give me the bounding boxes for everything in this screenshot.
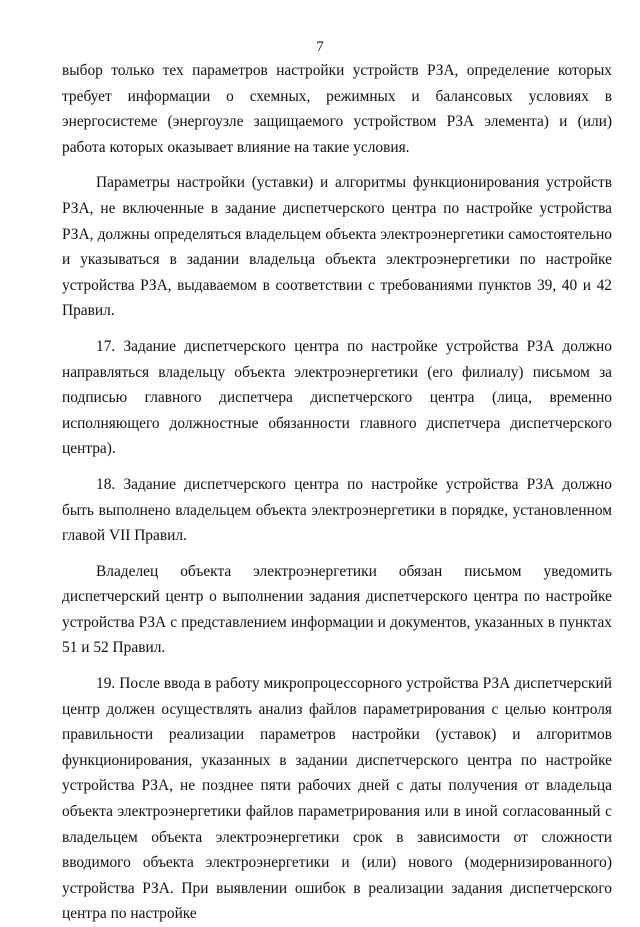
paragraph-3: 17. Задание диспетчерского центра по настройке устройства РЗА должно направляться владельцу объекта электроэнергетики (его филиалу) письмом за подписью главного диспетчера диспетчерского центра (лица, временно исполняющего должностные обязанности главного диспетчера диспетчерского центра).	[62, 337, 612, 458]
document-body	[62, 58, 612, 927]
paragraph-4: 18. Задание диспетчерского центра по настройке устройства РЗА должно быть выполнено владельцем объекта электроэнергетики в порядке, установленном главой VII Правил.	[62, 475, 612, 545]
paragraph-5: Владелец объекта электроэнергетики обязан письмом уведомить диспетчерский центр о выполнении задания диспетчерского центра по настройке устройства РЗА с представлением информации и документов, указанных в пунктах 51 и 52 Правил.	[62, 562, 612, 657]
paragraph-6: 19. После ввода в работу микропроцессорного устройства РЗА диспетчерский центр должен осуществлять анализ файлов параметрирования с целью контроля правильности реализации параметров настройки (уставок) и алгоритмов функционирования, указанных в задании диспетчерского центра по настройке устройства РЗА, не позднее пяти рабочих дней с даты получения от владельца объекта электроэнергетики файлов параметрирования или в иной согласованный с владельцем объекта электроэнергетики срок в зависимости от сложности вводимого объекта электроэнергетики и (или) нового (модернизированного) устройства РЗА. При выявлении ошибок в реализации задания диспетчерского центра по настройке	[62, 675, 612, 923]
paragraph-2: Параметры настройки (уставки) и алгоритмы функционирования устройств РЗА, не включенные в задание диспетчерского центра по настройке устройства РЗА, должны определяться владельцем объекта электроэнергетики самостоятельно и указываться в задании владельца объекта электроэнергетики по настройке устройства РЗА, выдаваемом в соответствии с требованиями пунктов 39, 40 и 42 Правил.	[62, 174, 612, 320]
page-number: 7	[316, 39, 324, 55]
paragraph-1: выбор только тех параметров настройки устройств РЗА, определение которых требует информации о схемных, режимных и балансовых условиях в энергосистеме (энергоузле защищаемого устройством РЗА элемента) и (или) работа которых оказывает влияние на такие условия.	[62, 62, 612, 156]
